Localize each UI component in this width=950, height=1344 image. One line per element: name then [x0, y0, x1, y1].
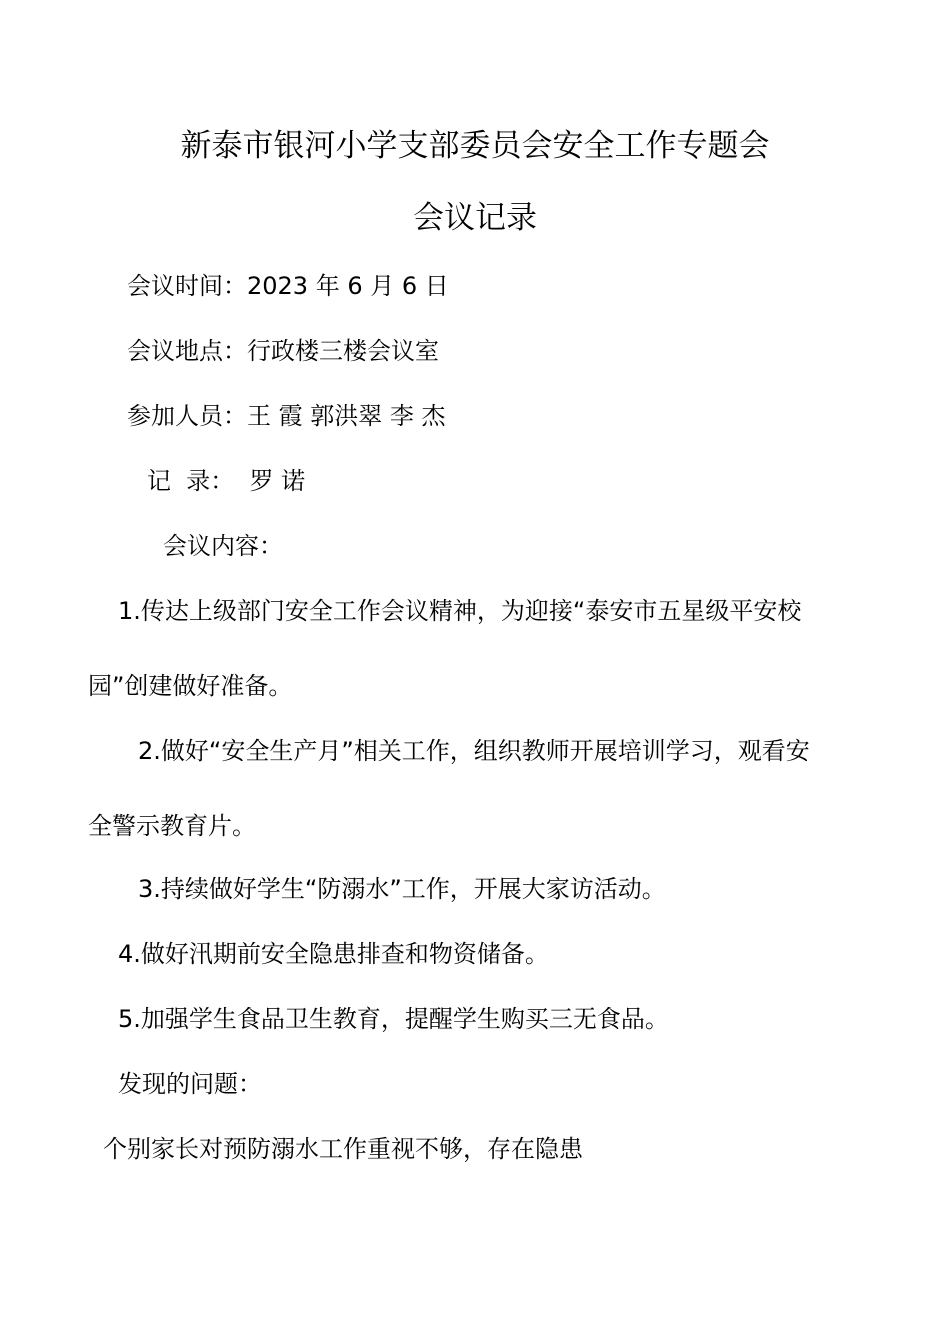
document-title-line-1: 新泰市银河小学支部委员会安全工作专题会 [180, 128, 770, 164]
content-item-2-line-2: 全警示教育片。 [88, 812, 256, 840]
meeting-recorder: 记 录： 罗 诺 [147, 467, 306, 495]
meeting-place: 会议地点：行政楼三楼会议室 [127, 337, 439, 365]
content-item-1-line-1: 1.传达上级部门安全工作会议精神，为迎接“泰安市五星级平安校 [118, 597, 802, 625]
content-label: 会议内容： [163, 532, 283, 560]
content-item-3: 3.持续做好学生“防溺水”工作，开展大家访活动。 [138, 875, 666, 903]
problems-label: 发现的问题： [118, 1070, 262, 1098]
content-item-2-line-1: 2.做好“安全生产月”相关工作，组织教师开展培训学习，观看安 [138, 737, 810, 765]
content-item-1-line-2: 园”创建做好准备。 [88, 672, 293, 700]
document-title-line-2: 会议记录 [413, 200, 537, 236]
content-item-5: 5.加强学生食品卫生教育，提醒学生购买三无食品。 [118, 1005, 669, 1033]
content-item-4: 4.做好汛期前安全隐患排查和物资储备。 [118, 940, 549, 968]
problem-item: 个别家长对预防溺水工作重视不够，存在隐患 [103, 1135, 583, 1163]
meeting-time: 会议时间：2023 年 6 月 6 日 [127, 272, 449, 300]
meeting-participants: 参加人员：王 霞 郭洪翠 李 杰 [127, 402, 446, 430]
